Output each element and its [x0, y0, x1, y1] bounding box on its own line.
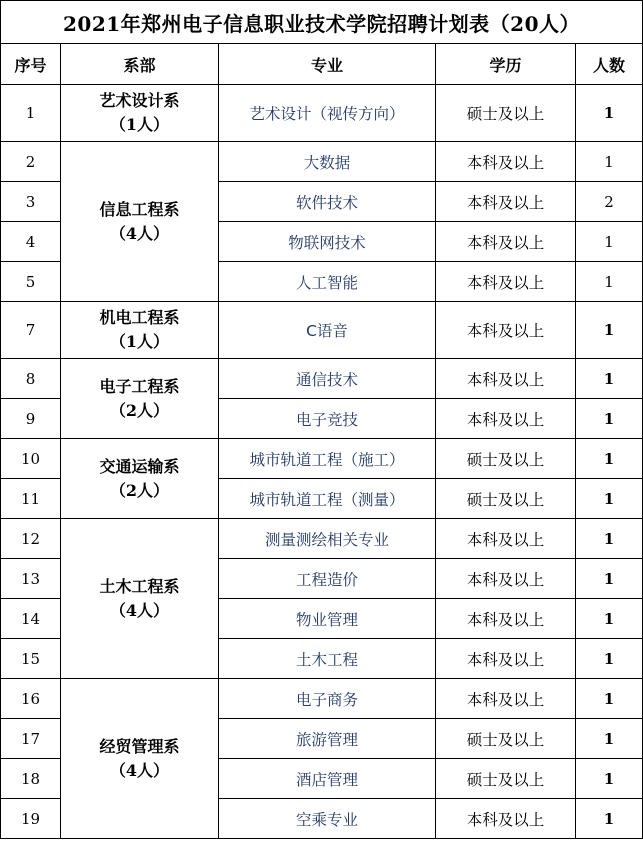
- row-index: 8: [1, 359, 61, 399]
- major-cell: 艺术设计（视传方向）: [219, 85, 436, 142]
- row-index: 19: [1, 799, 61, 839]
- education-cell: 硕士及以上: [436, 479, 576, 519]
- table-row: [1, 519, 643, 559]
- table-title: 2021年郑州电子信息职业技术学院招聘计划表（20人）: [1, 1, 643, 44]
- department-count: （1人）: [109, 332, 170, 351]
- table-row: [1, 679, 643, 719]
- count-cell: 1: [576, 799, 643, 839]
- education-cell: 本科及以上: [436, 639, 576, 679]
- table-row: [1, 142, 643, 182]
- department-cell: [61, 519, 219, 679]
- count-cell: 1: [576, 559, 643, 599]
- header-department: 系部: [61, 44, 219, 85]
- major-cell: 人工智能: [219, 262, 436, 302]
- row-index: 2: [1, 142, 61, 182]
- education-cell: 本科及以上: [436, 679, 576, 719]
- department-name: 艺术设计系: [99, 91, 180, 110]
- count-cell: 1: [576, 759, 643, 799]
- major-cell: C语音: [219, 302, 436, 359]
- count-cell: 1: [576, 142, 643, 182]
- header-education: 学历: [436, 44, 576, 85]
- count-cell: 1: [576, 599, 643, 639]
- count-cell: 1: [576, 399, 643, 439]
- major-cell: 大数据: [219, 142, 436, 182]
- header-index: 序号: [1, 44, 61, 85]
- department-cell: [61, 85, 219, 142]
- row-index: 11: [1, 479, 61, 519]
- department-count: （4人）: [109, 760, 170, 780]
- major-cell: 城市轨道工程（施工）: [219, 439, 436, 479]
- department-count: （4人）: [109, 600, 170, 620]
- row-index: 7: [1, 302, 61, 359]
- table-row: [1, 85, 643, 142]
- education-cell: 本科及以上: [436, 799, 576, 839]
- department-count: （4人）: [109, 223, 170, 243]
- education-cell: 本科及以上: [436, 399, 576, 439]
- count-cell: 1: [576, 359, 643, 399]
- row-index: 15: [1, 639, 61, 679]
- education-cell: 本科及以上: [436, 359, 576, 399]
- major-cell: 电子商务: [219, 679, 436, 719]
- header-row: [1, 44, 643, 85]
- education-cell: 本科及以上: [436, 142, 576, 182]
- row-index: 16: [1, 679, 61, 719]
- department-name: 交通运输系: [99, 456, 180, 476]
- major-cell: 通信技术: [219, 359, 436, 399]
- row-index: 10: [1, 439, 61, 479]
- table-row: [1, 302, 643, 359]
- department-name: 电子工程系: [99, 376, 180, 396]
- row-index: 1: [1, 85, 61, 142]
- row-index: 18: [1, 759, 61, 799]
- department-name: 机电工程系: [99, 308, 180, 327]
- major-cell: 电子竞技: [219, 399, 436, 439]
- education-cell: 本科及以上: [436, 222, 576, 262]
- count-cell: 1: [576, 479, 643, 519]
- department-cell: [61, 439, 219, 519]
- department-count: （2人）: [109, 480, 170, 500]
- education-cell: 本科及以上: [436, 559, 576, 599]
- education-cell: 本科及以上: [436, 262, 576, 302]
- count-cell: 1: [576, 85, 643, 142]
- major-cell: 软件技术: [219, 182, 436, 222]
- department-name: 土木工程系: [99, 576, 180, 596]
- education-cell: 本科及以上: [436, 302, 576, 359]
- major-cell: 测量测绘相关专业: [219, 519, 436, 559]
- count-cell: 1: [576, 222, 643, 262]
- row-index: 14: [1, 599, 61, 639]
- count-cell: 1: [576, 679, 643, 719]
- header-major: 专业: [219, 44, 436, 85]
- count-cell: 2: [576, 182, 643, 222]
- department-name: 信息工程系: [99, 199, 180, 219]
- header-count: 人数: [576, 44, 643, 85]
- count-cell: 1: [576, 519, 643, 559]
- major-cell: 工程造价: [219, 559, 436, 599]
- row-index: 17: [1, 719, 61, 759]
- count-cell: 1: [576, 639, 643, 679]
- row-index: 5: [1, 262, 61, 302]
- row-index: 9: [1, 399, 61, 439]
- table-row: [1, 359, 643, 399]
- department-cell: [61, 679, 219, 839]
- education-cell: 本科及以上: [436, 599, 576, 639]
- row-index: 12: [1, 519, 61, 559]
- department-count: （1人）: [109, 115, 170, 134]
- department-cell: [61, 142, 219, 302]
- major-cell: 旅游管理: [219, 719, 436, 759]
- education-cell: 本科及以上: [436, 182, 576, 222]
- department-cell: [61, 359, 219, 439]
- row-index: 13: [1, 559, 61, 599]
- major-cell: 物业管理: [219, 599, 436, 639]
- department-count: （2人）: [109, 400, 170, 420]
- major-cell: 酒店管理: [219, 759, 436, 799]
- major-cell: 物联网技术: [219, 222, 436, 262]
- count-cell: 1: [576, 262, 643, 302]
- table-row: [1, 439, 643, 479]
- department-name: 经贸管理系: [99, 736, 180, 756]
- education-cell: 硕士及以上: [436, 439, 576, 479]
- row-index: 3: [1, 182, 61, 222]
- major-cell: 土木工程: [219, 639, 436, 679]
- major-cell: 城市轨道工程（测量）: [219, 479, 436, 519]
- department-cell: [61, 302, 219, 359]
- education-cell: 硕士及以上: [436, 719, 576, 759]
- education-cell: 本科及以上: [436, 519, 576, 559]
- major-cell: 空乘专业: [219, 799, 436, 839]
- count-cell: 1: [576, 302, 643, 359]
- education-cell: 硕士及以上: [436, 85, 576, 142]
- education-cell: 硕士及以上: [436, 759, 576, 799]
- count-cell: 1: [576, 439, 643, 479]
- row-index: 4: [1, 222, 61, 262]
- count-cell: 1: [576, 719, 643, 759]
